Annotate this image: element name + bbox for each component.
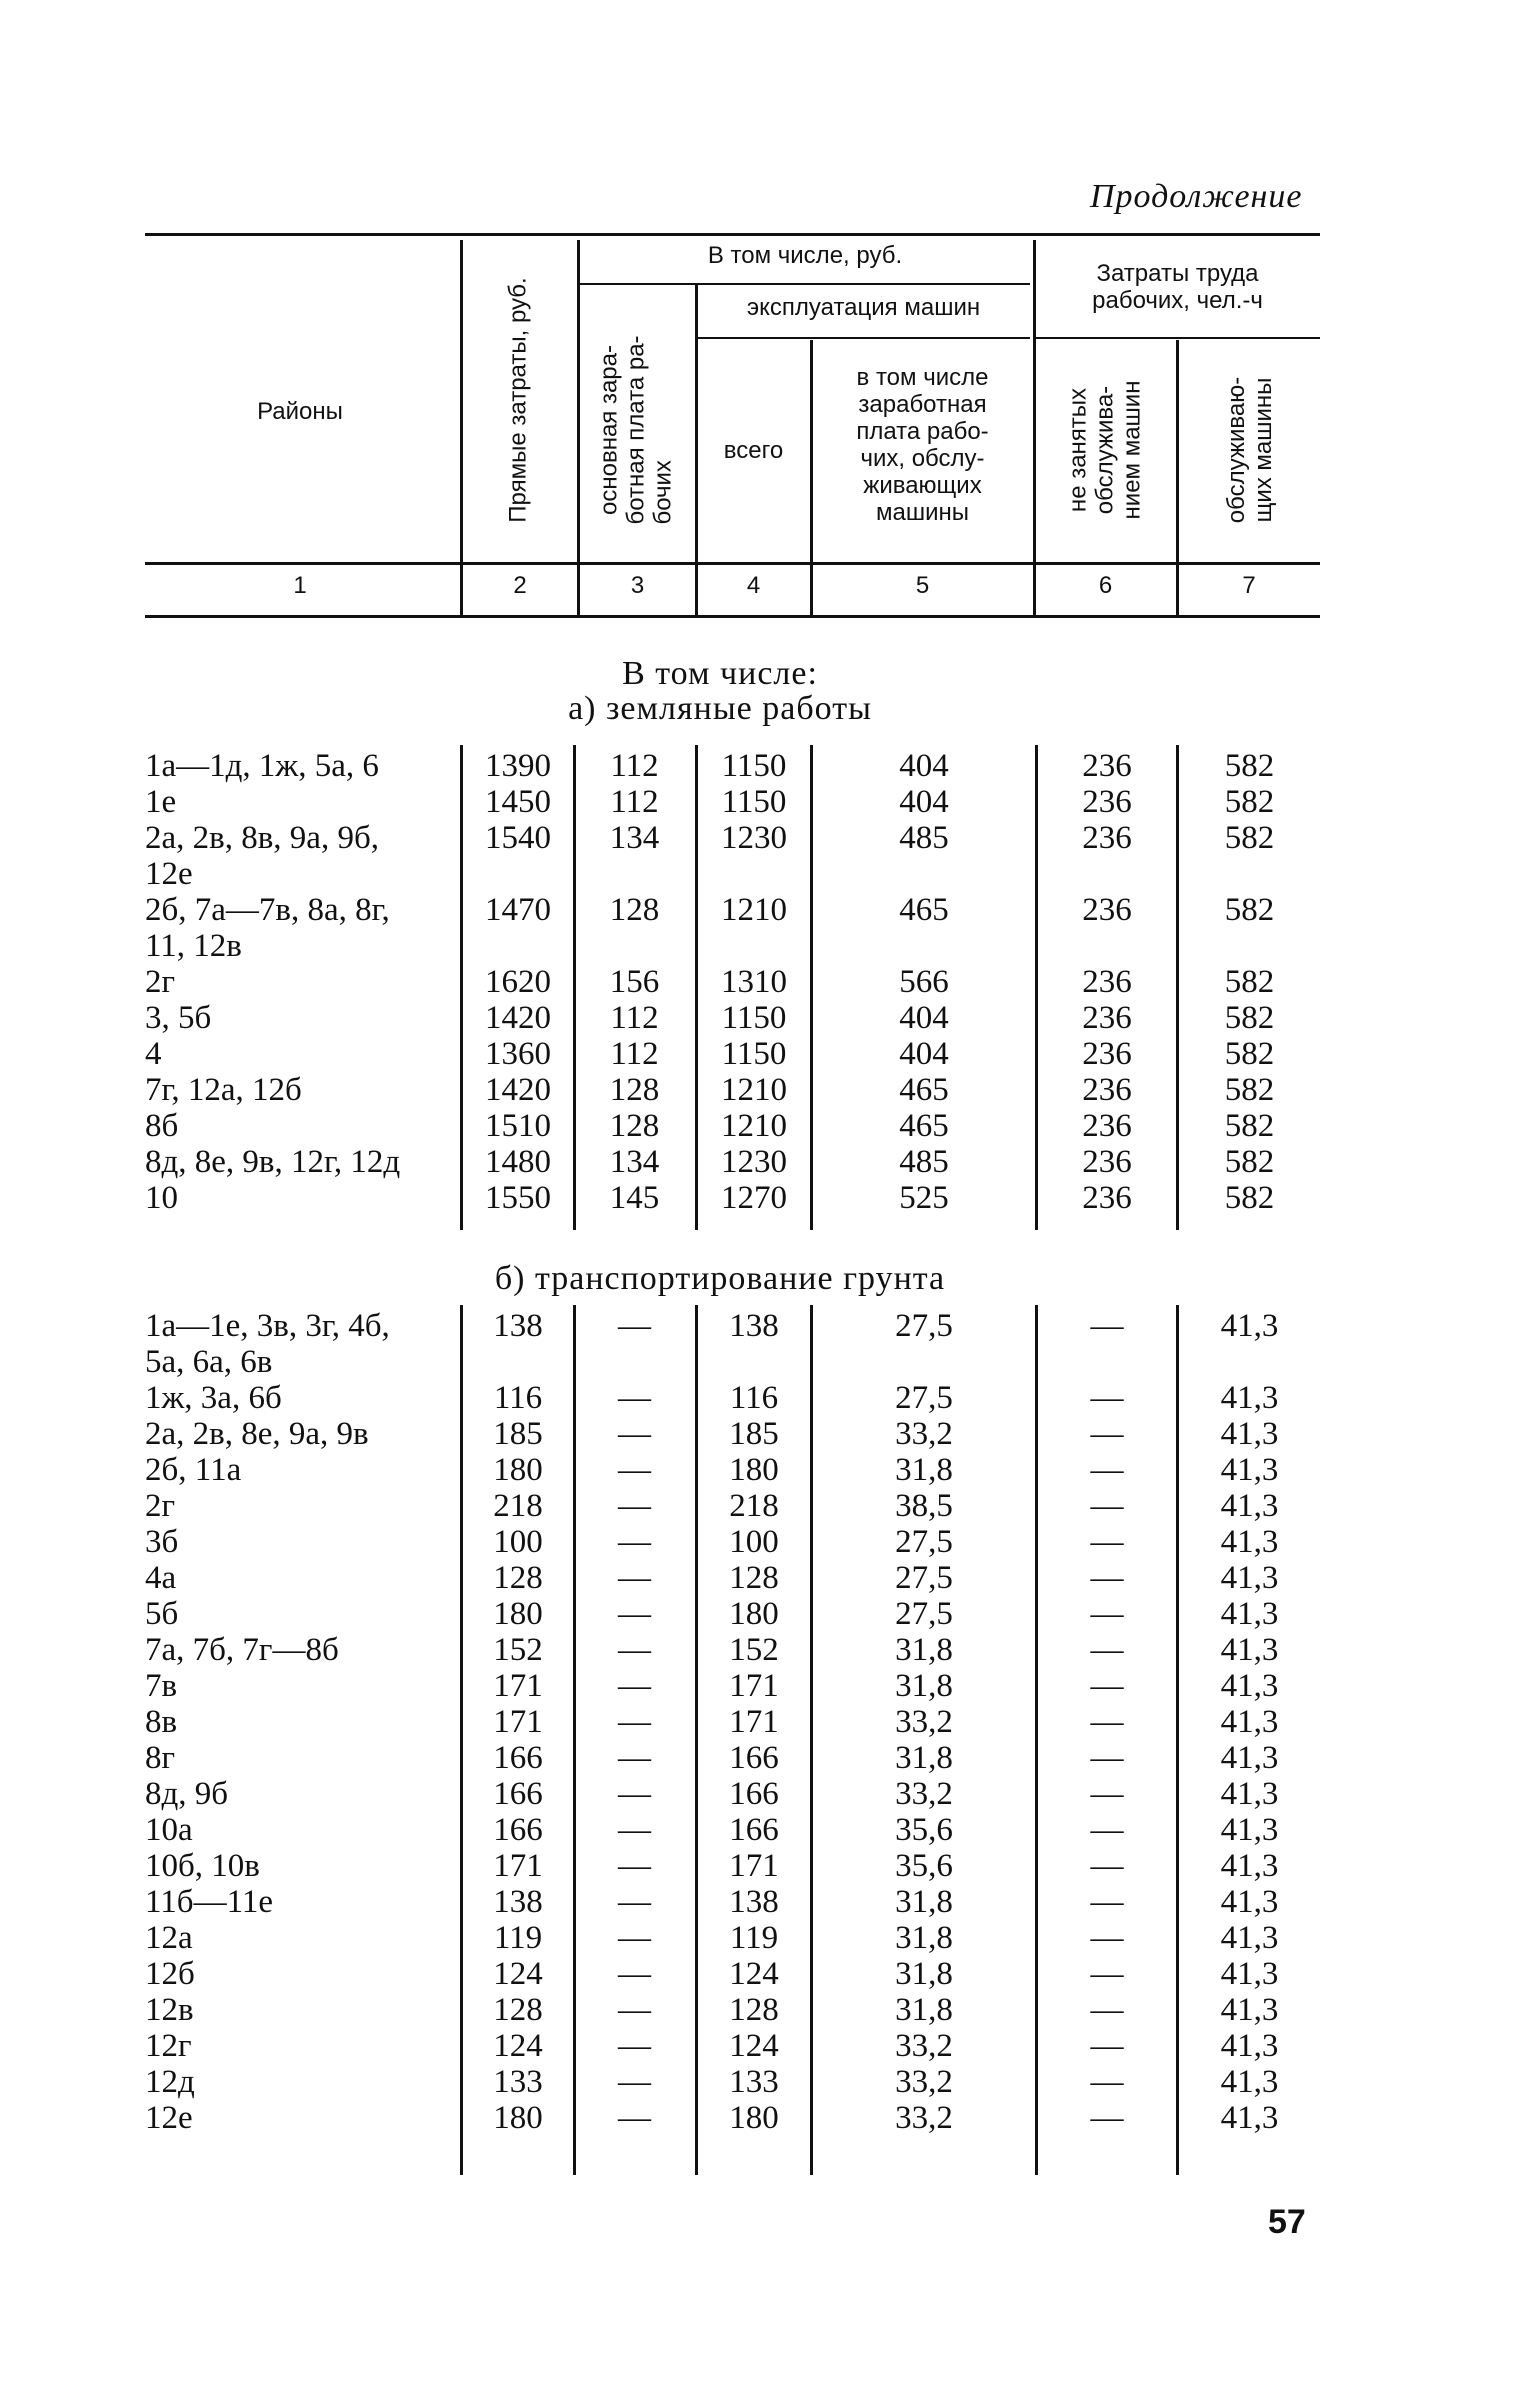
table-cell: —: [1090, 1452, 1124, 1488]
header-direct-costs: Прямые затраты, руб.: [504, 277, 532, 523]
table-cell: 133: [729, 2064, 779, 2100]
table-cell: 582: [1224, 964, 1275, 1000]
table-cell: 582: [1224, 748, 1275, 784]
table-cell: 171: [729, 1848, 779, 1884]
table-cell: 1310: [721, 964, 787, 1000]
region-line: 12г: [145, 2028, 192, 2064]
region-line: 11б—11е: [145, 1884, 273, 1920]
region-line: 1ж, 3а, 6б: [145, 1380, 282, 1416]
table-cell: 1230: [721, 820, 787, 856]
table-cell: 180: [729, 1452, 779, 1488]
table-cell: —: [618, 1560, 651, 1596]
table-cell: 1270: [721, 1180, 787, 1216]
table-cell: —: [1090, 1632, 1124, 1668]
table-cell: 582: [1224, 892, 1275, 928]
region-line: 12д: [145, 2064, 195, 2100]
table-cell: —: [1090, 1308, 1124, 1344]
table-cell: 27,5: [895, 1560, 953, 1596]
region-line: 3б: [145, 1524, 179, 1560]
table-cell: 185: [729, 1416, 779, 1452]
table-cell: 33,2: [895, 1416, 953, 1452]
table-cell: 33,2: [895, 2064, 953, 2100]
table-cell: 41,3: [1220, 1560, 1279, 1596]
table-cell: —: [1090, 1416, 1124, 1452]
table-cell: 1360: [485, 1036, 551, 1072]
header-regions: Районы: [257, 398, 343, 425]
table-cell: 27,5: [895, 1596, 953, 1632]
table-cell: 582: [1224, 820, 1275, 856]
region-line: 12е: [145, 856, 193, 892]
table-cell: 582: [1224, 1036, 1275, 1072]
table-cell: 27,5: [895, 1524, 953, 1560]
table-cell: —: [618, 1452, 651, 1488]
table-cell: 41,3: [1220, 1884, 1279, 1920]
table-cell: —: [1090, 1380, 1124, 1416]
table-cell: 236: [1082, 1000, 1132, 1036]
col-number: 3: [630, 572, 645, 599]
table-cell: 166: [493, 1812, 543, 1848]
table-cell: 41,3: [1220, 2028, 1279, 2064]
table-cell: —: [1090, 1920, 1124, 1956]
region-line: 10: [145, 1180, 178, 1216]
table-cell: 1210: [721, 892, 787, 928]
table-cell: 1450: [485, 784, 551, 820]
table-cell: 1550: [485, 1180, 551, 1216]
table-cell: 1150: [721, 1036, 787, 1072]
continuation-label: Продолжение: [1090, 178, 1303, 215]
region-line: 4: [145, 1036, 162, 1072]
table-cell: 116: [729, 1380, 779, 1416]
table-cell: —: [618, 1596, 651, 1632]
table-cell: 124: [729, 2028, 779, 2064]
table-cell: —: [1090, 1848, 1124, 1884]
table-cell: 31,8: [895, 1452, 953, 1488]
table-cell: —: [1090, 2100, 1124, 2136]
table-cell: 41,3: [1220, 1488, 1279, 1524]
region-line: 12а: [145, 1920, 193, 1956]
table-cell: —: [618, 2064, 651, 2100]
table-cell: 171: [493, 1848, 543, 1884]
table-cell: 128: [729, 1992, 779, 2028]
table-cell: —: [1090, 1488, 1124, 1524]
table-cell: 152: [729, 1632, 779, 1668]
table-cell: 41,3: [1220, 1596, 1279, 1632]
table-cell: —: [618, 1668, 651, 1704]
header-vline: [460, 240, 463, 615]
region-line: 8б: [145, 1108, 179, 1144]
table-cell: —: [1090, 1776, 1124, 1812]
region-line: 11, 12в: [145, 928, 242, 964]
table-cell: 582: [1224, 1072, 1275, 1108]
table-cell: —: [618, 1992, 651, 2028]
table-cell: 100: [493, 1524, 543, 1560]
table-cell: —: [618, 1776, 651, 1812]
region-line: 12б: [145, 1956, 195, 1992]
table-cell: —: [1090, 1992, 1124, 2028]
table-cell: —: [618, 1308, 651, 1344]
table-cell: 1210: [721, 1072, 787, 1108]
region-line: 3, 5б: [145, 1000, 212, 1036]
table-cell: 180: [493, 1452, 543, 1488]
table-cell: 41,3: [1220, 1632, 1279, 1668]
table-cell: 171: [493, 1668, 543, 1704]
table-cell: 112: [610, 1036, 659, 1072]
table-cell: 128: [609, 892, 660, 928]
section-b-heading: б) транспортирование грунта: [494, 1260, 946, 1297]
table-cell: —: [1090, 1956, 1124, 1992]
table-cell: 128: [493, 1992, 543, 2028]
table-cell: 33,2: [895, 1704, 953, 1740]
table-cell: 218: [729, 1488, 779, 1524]
table-cell: 33,2: [895, 2100, 953, 2136]
table-cell: 31,8: [895, 1668, 953, 1704]
table-cell: 166: [493, 1740, 543, 1776]
header-bottom-rule: [145, 562, 1320, 565]
header-vline: [577, 240, 580, 615]
table-cell: —: [618, 2100, 651, 2136]
table-cell: 582: [1224, 1180, 1275, 1216]
table-cell: 218: [493, 1488, 543, 1524]
table-cell: 134: [609, 820, 660, 856]
table-cell: 1420: [485, 1072, 551, 1108]
table-cell: 1620: [485, 964, 551, 1000]
table-cell: 41,3: [1220, 1524, 1279, 1560]
col-number: 1: [293, 572, 307, 599]
table-cell: 1480: [485, 1144, 551, 1180]
table-cell: 236: [1082, 1180, 1132, 1216]
table-cell: 100: [729, 1524, 779, 1560]
table-cell: 31,8: [895, 1884, 953, 1920]
region-line: 1а—1е, 3в, 3г, 4б,: [145, 1308, 390, 1344]
table-cell: —: [618, 1416, 651, 1452]
table-cell: 134: [609, 1144, 660, 1180]
table-cell: 138: [493, 1884, 543, 1920]
table-cell: 41,3: [1220, 1416, 1279, 1452]
table-cell: 236: [1082, 1072, 1132, 1108]
table-cell: 112: [610, 1000, 659, 1036]
table-cell: 404: [899, 784, 949, 820]
table-cell: 128: [609, 1072, 660, 1108]
region-line: 12е: [145, 2100, 193, 2136]
region-line: 2б, 11а: [145, 1452, 242, 1488]
table-cell: 41,3: [1220, 1308, 1279, 1344]
table-cell: 1540: [485, 820, 551, 856]
table-cell: 112: [610, 748, 659, 784]
colnum-bottom-rule: [145, 615, 1320, 618]
region-line: 1е: [145, 784, 177, 820]
header-not-servicing: не занятых обслужива- нием машин: [1064, 380, 1146, 520]
table-cell: 1210: [721, 1108, 787, 1144]
table-cell: 145: [609, 1180, 660, 1216]
col-number: 4: [746, 572, 761, 599]
table-cell: 128: [609, 1108, 660, 1144]
table-cell: 404: [899, 748, 949, 784]
table-cell: 133: [493, 2064, 543, 2100]
table-cell: 41,3: [1220, 1956, 1279, 1992]
table-cell: 180: [729, 1596, 779, 1632]
region-line: 12в: [145, 1992, 194, 2028]
table-cell: 119: [729, 1920, 779, 1956]
table-cell: —: [1090, 1524, 1124, 1560]
header-including-rub: В том числе, руб.: [707, 242, 903, 269]
table-cell: 138: [493, 1308, 543, 1344]
table-cell: 31,8: [895, 1992, 953, 2028]
col-number: 5: [915, 572, 930, 599]
header-top-rule: [145, 233, 1320, 236]
region-line: 7г, 12а, 12б: [145, 1072, 302, 1108]
table-cell: —: [1090, 1704, 1124, 1740]
region-line: 2г: [145, 1488, 176, 1524]
table-cell: —: [1090, 1740, 1124, 1776]
region-line: 7а, 7б, 7г—8б: [145, 1632, 339, 1668]
region-line: 4а: [145, 1560, 177, 1596]
table-cell: 236: [1082, 1144, 1132, 1180]
region-line: 10б, 10в: [145, 1848, 260, 1884]
col-number: 6: [1098, 572, 1113, 599]
region-line: 2а, 2в, 8в, 9а, 9б,: [145, 820, 379, 856]
table-cell: 41,3: [1220, 1740, 1279, 1776]
table-cell: 582: [1224, 1108, 1275, 1144]
table-cell: —: [618, 1488, 651, 1524]
table-cell: 41,3: [1220, 1848, 1279, 1884]
table-cell: 41,3: [1220, 1452, 1279, 1488]
table-cell: 124: [493, 2028, 543, 2064]
table-cell: 35,6: [895, 1848, 953, 1884]
table-cell: 1470: [485, 892, 551, 928]
table-cell: 41,3: [1220, 2064, 1279, 2100]
table-cell: 404: [899, 1000, 949, 1036]
region-line: 10а: [145, 1812, 193, 1848]
table-cell: 41,3: [1220, 2100, 1279, 2136]
table-cell: 41,3: [1220, 1812, 1279, 1848]
header-base-wage: основная зара- ботная плата ра- бочих: [595, 335, 677, 525]
table-cell: 116: [493, 1380, 543, 1416]
table-cell: 1420: [485, 1000, 551, 1036]
table-cell: 124: [729, 1956, 779, 1992]
table-cell: 236: [1082, 1108, 1132, 1144]
header-labor-costs: Затраты труда рабочих, чел.-ч: [1092, 260, 1263, 314]
region-line: 5б: [145, 1596, 179, 1632]
region-line: 1а—1д, 1ж, 5а, 6: [145, 748, 379, 784]
table-cell: 119: [493, 1920, 543, 1956]
region-line: 5а, 6а, 6в: [145, 1344, 273, 1380]
table-cell: 166: [729, 1812, 779, 1848]
table-cell: 38,5: [895, 1488, 953, 1524]
region-line: 8в: [145, 1704, 178, 1740]
table-cell: 465: [899, 892, 949, 928]
table-cell: —: [618, 2028, 651, 2064]
table-cell: —: [618, 1956, 651, 1992]
table-cell: 112: [610, 784, 659, 820]
header-machine-operation: эксплуатация машин: [746, 294, 981, 321]
table-cell: 31,8: [895, 1632, 953, 1668]
table-cell: —: [1090, 1812, 1124, 1848]
table-cell: 236: [1082, 1036, 1132, 1072]
table-cell: 236: [1082, 784, 1132, 820]
section-a-heading1: В том числе:: [622, 655, 818, 692]
header-rule-including: [578, 283, 1030, 285]
table-cell: 41,3: [1220, 1776, 1279, 1812]
header-wage-service: в том числе заработная плата рабо- чих, обслу- живающих машины: [856, 364, 989, 526]
table-cell: 1150: [721, 748, 787, 784]
table-cell: —: [618, 1380, 651, 1416]
table-cell: 27,5: [895, 1380, 953, 1416]
table-cell: —: [618, 1740, 651, 1776]
table-cell: 1510: [485, 1108, 551, 1144]
region-line: 8г: [145, 1740, 176, 1776]
table-cell: —: [1090, 1884, 1124, 1920]
header-servicing: обслуживаю- щих машины: [1223, 376, 1277, 524]
table-cell: —: [618, 1848, 651, 1884]
table-cell: —: [1090, 2064, 1124, 2100]
header-rule-machine: [695, 337, 1030, 339]
table-cell: —: [1090, 2028, 1124, 2064]
region-line: 2б, 7а—7в, 8а, 8г,: [145, 892, 390, 928]
table-cell: 41,3: [1220, 1992, 1279, 2028]
table-cell: 1230: [721, 1144, 787, 1180]
table-cell: —: [618, 1812, 651, 1848]
table-cell: 41,3: [1220, 1704, 1279, 1740]
table-cell: 27,5: [895, 1308, 953, 1344]
table-cell: 31,8: [895, 1920, 953, 1956]
region-line: 8д, 8е, 9в, 12г, 12д: [145, 1144, 401, 1180]
table-cell: 236: [1082, 820, 1132, 856]
region-line: 2а, 2в, 8е, 9а, 9в: [145, 1416, 369, 1452]
table-cell: 525: [899, 1180, 949, 1216]
region-line: 2г: [145, 964, 176, 1000]
table-cell: 152: [493, 1632, 543, 1668]
table-cell: 33,2: [895, 1776, 953, 1812]
table-cell: 166: [493, 1776, 543, 1812]
table-cell: 128: [493, 1560, 543, 1596]
table-cell: 180: [493, 1596, 543, 1632]
table-cell: —: [618, 1884, 651, 1920]
section-a-heading2: а) земляные работы: [568, 690, 872, 727]
table-cell: 582: [1224, 1144, 1275, 1180]
table-cell: 1390: [485, 748, 551, 784]
table-cell: 1150: [721, 784, 787, 820]
table-cell: —: [1090, 1668, 1124, 1704]
table-cell: 236: [1082, 748, 1132, 784]
table-cell: —: [1090, 1560, 1124, 1596]
table-cell: 171: [729, 1704, 779, 1740]
region-line: 8д, 9б: [145, 1776, 229, 1812]
table-cell: 156: [609, 964, 660, 1000]
table-cell: 171: [493, 1704, 543, 1740]
col-number: 2: [513, 572, 527, 599]
table-cell: 180: [729, 2100, 779, 2136]
table-cell: 138: [729, 1308, 779, 1344]
page-number: 57: [1268, 2203, 1306, 2241]
table-cell: 236: [1082, 892, 1132, 928]
table-cell: 1150: [721, 1000, 787, 1036]
region-line: 7в: [145, 1668, 178, 1704]
table-cell: 485: [899, 1144, 949, 1180]
table-cell: 582: [1224, 784, 1275, 820]
table-cell: —: [618, 1632, 651, 1668]
table-cell: 166: [729, 1740, 779, 1776]
table-cell: 166: [729, 1776, 779, 1812]
table-cell: 236: [1082, 964, 1132, 1000]
table-cell: 465: [899, 1072, 949, 1108]
col-number: 7: [1242, 572, 1256, 599]
table-cell: 566: [899, 964, 949, 1000]
table-cell: 582: [1224, 1000, 1275, 1036]
table-cell: —: [1090, 1596, 1124, 1632]
table-cell: 33,2: [895, 2028, 953, 2064]
table-cell: 41,3: [1220, 1920, 1279, 1956]
table-cell: 485: [899, 820, 949, 856]
table-cell: —: [618, 1920, 651, 1956]
table-cell: 35,6: [895, 1812, 953, 1848]
table-cell: 128: [729, 1560, 779, 1596]
table-cell: 31,8: [895, 1740, 953, 1776]
table-cell: —: [618, 1704, 651, 1740]
table-cell: 41,3: [1220, 1380, 1279, 1416]
table-cell: 138: [729, 1884, 779, 1920]
header-rule-labor: [1035, 337, 1320, 339]
table-cell: 31,8: [895, 1956, 953, 1992]
header-total: всего: [723, 437, 784, 464]
table-cell: —: [618, 1524, 651, 1560]
table-cell: 185: [493, 1416, 543, 1452]
table-cell: 124: [493, 1956, 543, 1992]
table-cell: 171: [729, 1668, 779, 1704]
table-cell: 180: [493, 2100, 543, 2136]
table-cell: 404: [899, 1036, 949, 1072]
table-cell: 465: [899, 1108, 949, 1144]
table-cell: 41,3: [1220, 1668, 1279, 1704]
